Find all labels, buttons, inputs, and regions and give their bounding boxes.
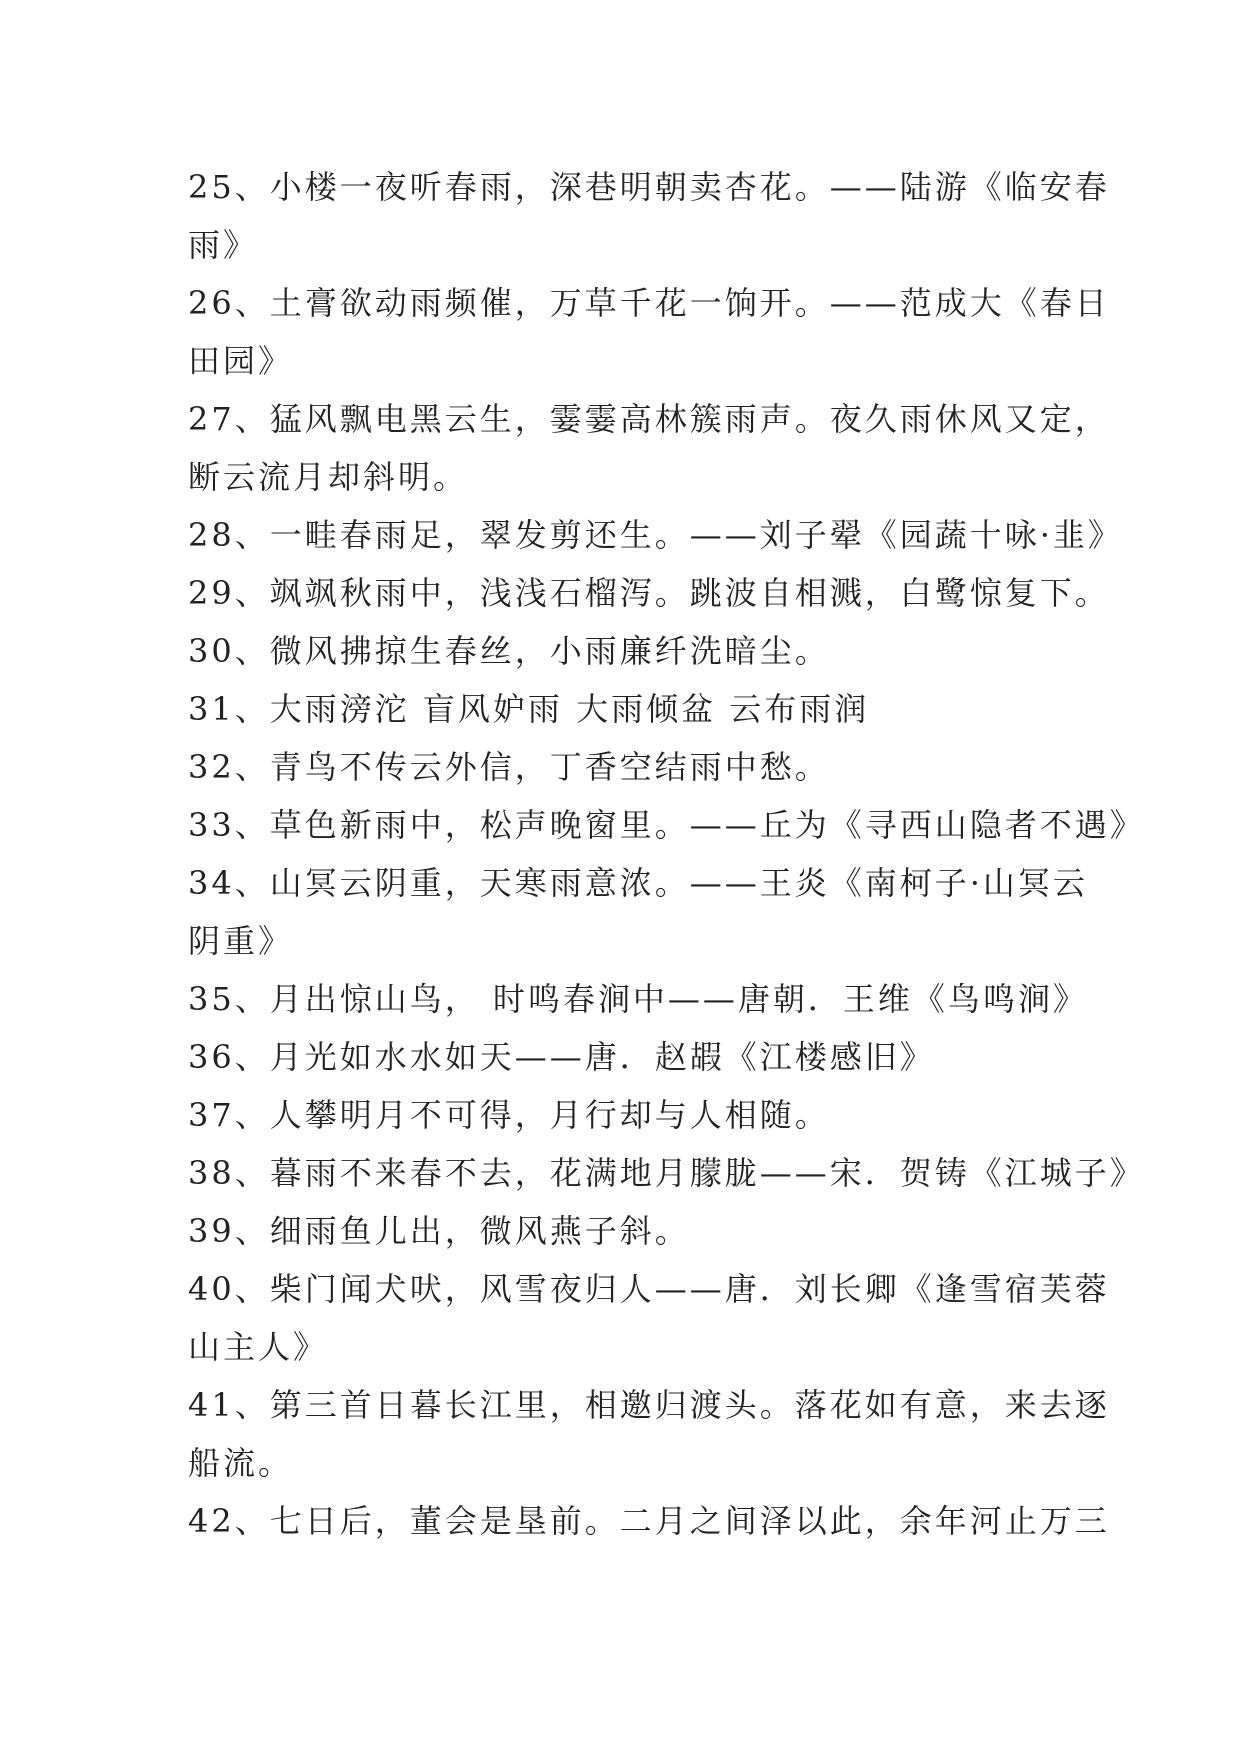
text-line: 阴重》 (188, 922, 294, 960)
poem-list (188, 158, 1145, 1550)
text-line: 山主人》 (188, 1328, 329, 1366)
text-line: 42、七日后，董会是垦前。二月之间泽以此，余年河止万三 (188, 1502, 1110, 1540)
text-line: 27、猛风飘电黑云生，霎霎高林簇雨声。夜久雨休风又定， (188, 400, 1110, 438)
text-line: 34、山冥云阴重，天寒雨意浓。——王炎《南柯子·山冥云 (188, 864, 1088, 902)
text-line: 31、大雨滂沱 盲风妒雨 大雨倾盆 云布雨润 (188, 690, 870, 728)
text-line: 雨》 (188, 226, 259, 264)
text-line: 断云流月却斜明。 (188, 458, 469, 496)
text-line: 33、草色新雨中，松声晚窗里。——丘为《寻西山隐者不遇》 (188, 806, 1145, 844)
text-line: 船流。 (188, 1444, 294, 1482)
text-line: 38、暮雨不来春不去，花满地月朦胧——宋．贺铸《江城子》 (188, 1154, 1145, 1192)
text-line: 37、人攀明月不可得，月行却与人相随。 (188, 1096, 830, 1134)
text-line: 36、月光如水水如天——唐．赵嘏《江楼感旧》 (188, 1038, 935, 1076)
text-line: 29、飒飒秋雨中，浅浅石榴泻。跳波自相溅，白鹭惊复下。 (188, 574, 1110, 612)
text-line: 28、一畦春雨足，翠发剪还生。——刘子翚《园蔬十咏·韭》 (188, 516, 1123, 554)
text-line: 39、细雨鱼儿出，微风燕子斜。 (188, 1212, 690, 1250)
text-line: 26、土膏欲动雨频催，万草千花一饷开。——范成大《春日 (188, 284, 1110, 322)
text-line: 40、柴门闻犬吠，风雪夜归人——唐．刘长卿《逢雪宿芙蓉 (188, 1270, 1110, 1308)
text-line: 田园》 (188, 342, 294, 380)
text-line: 30、微风拂掠生春丝，小雨廉纤洗暗尘。 (188, 632, 830, 670)
text-line: 25、小楼一夜听春雨，深巷明朝卖杏花。——陆游《临安春 (188, 168, 1110, 206)
text-line: 32、青鸟不传云外信，丁香空结雨中愁。 (188, 748, 830, 786)
text-line: 41、第三首日暮长江里，相邀归渡头。落花如有意，来去逐 (188, 1386, 1110, 1424)
text-line: 35、月出惊山鸟， 时鸣春涧中——唐朝．王维《鸟鸣涧》 (188, 980, 1088, 1018)
